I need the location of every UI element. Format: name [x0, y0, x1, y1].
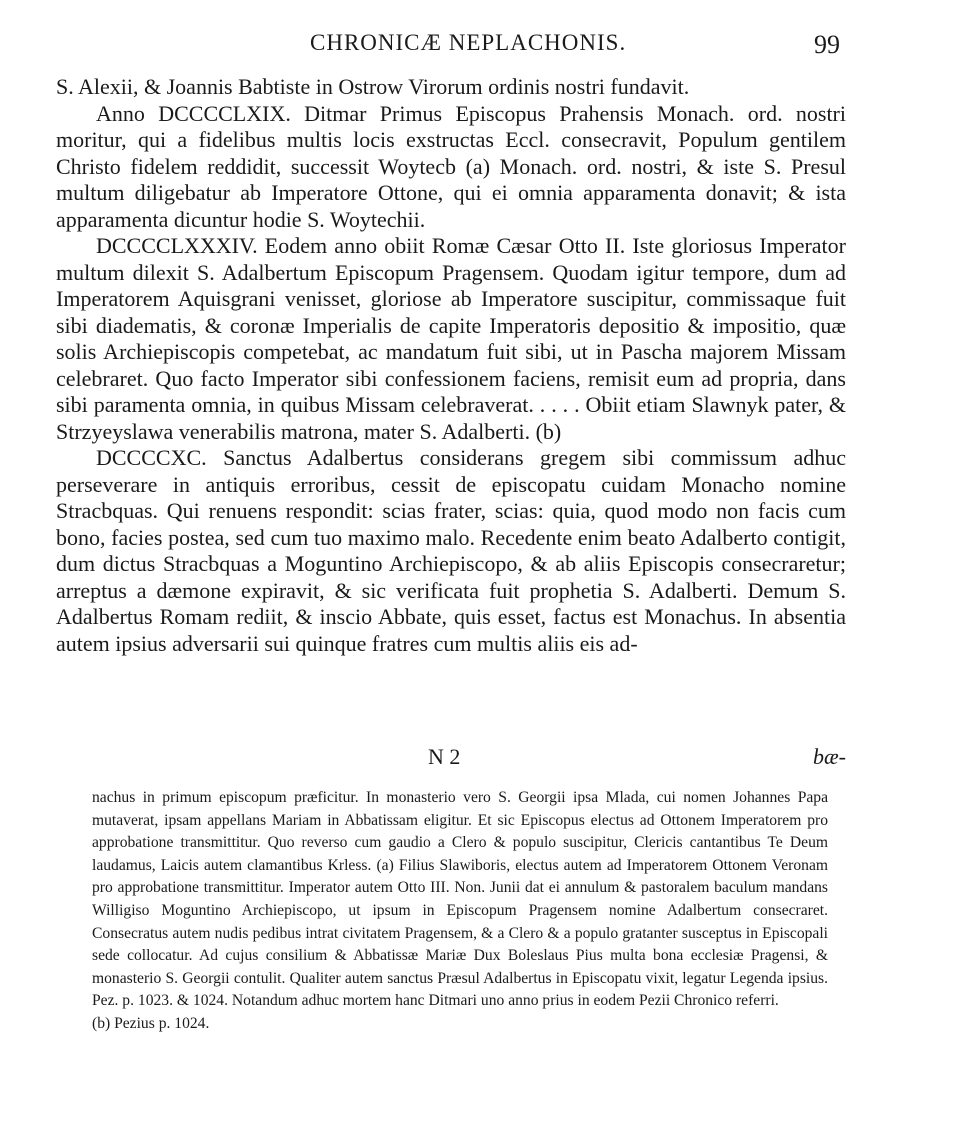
paragraph-anno-969: Anno DCCCCLXIX. Ditmar Primus Episcopus Prahensis Monach. ord. nostri moritur, qui a fidelibus multis locis exstructas Eccl. consecravit, Populum gentilem Christo fidelem reddidit, successit Woytecb (a) Monach. ord. nostri, & iste S. Presul multum diligebatur ab Imperatore Ottone, qui ei omnia apparamenta donavit; & ista apparamenta dicuntur hodie S. Woytechii.	[56, 100, 846, 232]
footnotes	[92, 787, 828, 1036]
running-title: CHRONICÆ NEPLACHONIS.	[310, 30, 627, 55]
paragraph-990: DCCCCXC. Sanctus Adalbertus considerans gregem sibi commissum adhuc perseverare in antiquis erroribus, cessit de episcopatu cuidam Monacho nomine Stracbquas. Qui renuens respondit: scias frater, scias: quia, quod modo non facis cum bono, facies postea, sed cum tuo maximo malo. Recedente enim beato Adalberto contigit, dum dictus Stracbquas a Moguntino Archiepiscopo, & ab aliis Episcopis consecraretur; arreptus a dæmone expiravit, & sic verificata fuit prophetia S. Adalberti. Demum S. Adalbertus Romam rediit, & inscio Abbate, quis esset, factus est Monachus. In absentia autem ipsius adversarii sui quinque fratres cum multis aliis eis ad-	[56, 445, 846, 656]
main-text	[56, 74, 846, 657]
paragraph-984: DCCCCLXXXIV. Eodem anno obiit Romæ Cæsar Otto II. Iste gloriosus Imperator multum dilexit S. Adalbertum Episcopum Pragensem. Quodam igitur tempore, dum ad Imperatorem Aquisgrani venisset, gloriose ab Imperatore suscipitur, commissaque fuit sibi diadematis, & coronæ Imperialis de capite Imperatoris depositio & impositio, quæ solis Archiepiscopis competebat, ac mandatum fuit sibi, ut in Pascha majorem Missam celebraret. Quo facto Imperator sibi confessionem faciens, remisit eum ad propria, dans sibi paramenta omnia, in quibus Missam celebraverat. . . . . Obiit etiam Slawnyk pater, & Strzyeyslawa venerabilis matrona, mater S. Adalberti. (b)	[56, 233, 846, 444]
footnote-continuation: nachus in primum episcopum præficitur. In monasterio vero S. Georgii ipsa Mlada, cui nomen Johannes Papa mutaverat, ipsam appellans Mariam in Abbatissam eligitur. Et sic Episcopus electus ad Ottonem Imperatorem pro approbatione transmittitur. Quo reverso cum gaudio a Clero & populo suscipitur, Clericis cantantibus Te Deum laudamus, Laicis autem clamantibus Krless. (a) Filius Slawiboris, electus autem ad Imperatorem Ottonem Veronam pro approbatione transmittitur. Imperator autem Otto III. Non. Junii dat ei annulum & pastoralem baculum mandans Willigiso Moguntino Archiepiscopo, ut ipsum in Episcopum Pragensem nomine Adalbertum consecraret. Consecratus autem nudis pedibus intrat civitatem Pragensem, & a Clero & a populo gratanter susceptus in Episcopali sede collocatur. Ad cujus consilium & Abbatissæ Mariæ Dux Boleslaus Pius multa bona ecclesiæ Pragensi, & monasterio S. Georgii contulit. Qualiter autem sanctus Præsul Adalbertus in Episcopatu vixit, legatur Legenda ipsius. Pez. p. 1023. & 1024. Notandum adhuc mortem hanc Ditmari uno anno prius in eodem Pezii Chronico referri.	[92, 789, 828, 1010]
signature-row	[56, 744, 846, 772]
paragraph-ostrow: S. Alexii, & Joannis Babtiste in Ostrow Virorum ordinis nostri fundavit.	[56, 74, 690, 99]
catchword: bæ-	[813, 744, 846, 769]
signature-mark: N 2	[428, 744, 461, 769]
footnote-b: (b) Pezius p. 1024.	[92, 1014, 210, 1032]
page-number: 99	[814, 30, 840, 59]
running-header	[310, 30, 910, 70]
